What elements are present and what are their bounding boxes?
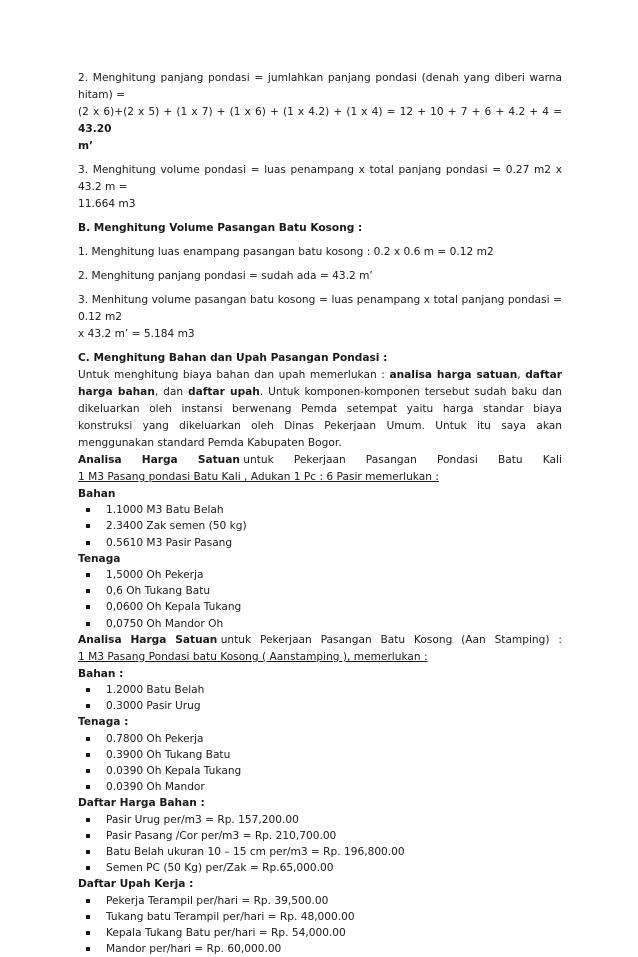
document-page	[78, 70, 562, 957]
heading-word: Kali	[542, 454, 562, 466]
tenaga-heading: Tenaga :	[78, 716, 129, 729]
heading-word: Analisa	[78, 633, 122, 646]
list-item: Pekerja Terampil per/hari = Rp. 39,500.00	[78, 893, 562, 909]
paragraph-panjang-pondasi	[78, 70, 562, 155]
daftar-harga-heading: Daftar Harga Bahan :	[78, 797, 205, 810]
list-item: 2.3400 Zak semen (50 kg)	[78, 518, 562, 534]
heading-word: Pekerjaan	[259, 633, 312, 646]
heading-word-group	[198, 452, 274, 469]
text-line: 3. Menhitung volume pasangan batu kosong = luas penampang x total panjang pondasi = 0.12 m2	[78, 294, 562, 323]
heading-word: Batu	[498, 454, 523, 466]
text-line: x 43.2 m’ = 5.184 m3	[78, 328, 195, 340]
heading-word: Pondasi	[436, 454, 478, 466]
heading-word: Harga	[141, 454, 178, 466]
daftar-upah-list	[78, 893, 562, 957]
list-item: Mandor per/hari = Rp. 60,000.00	[78, 941, 562, 957]
list-item: Pasir Pasang /Cor per/m3 = Rp. 210,700.00	[78, 828, 562, 844]
text-line: (2 x 6)+(2 x 5) + (1 x 7) + (1 x 6) + (1 x 4.2) + (1 x 4) = 12 + 10 + 7 + 6 + 4.2 + 4 =	[78, 106, 562, 118]
list-item: 0.0390 Oh Kepala Tukang	[78, 763, 562, 779]
text-line: 11.664 m3	[78, 198, 136, 210]
paragraph-intro-c	[78, 367, 562, 452]
paragraph-volume-batu-kosong	[78, 292, 562, 343]
text-run: Untuk menghitung biaya bahan dan upah memerlukan :	[78, 369, 390, 381]
daftar-upah-heading: Daftar Upah Kerja :	[78, 878, 194, 891]
list-item: 0.3900 Oh Tukang Batu	[78, 747, 562, 763]
list-item: 0,0750 Oh Mandor Oh	[78, 616, 562, 632]
list-item: Semen PC (50 Kg) per/Zak = Rp.65,000.00	[78, 860, 562, 876]
heading-word: :	[558, 633, 562, 646]
paragraph-panjang-ada: 2. Menghitung panjang pondasi = sudah ada = 43.2 m’	[78, 270, 373, 282]
heading-word: Harga	[130, 633, 167, 646]
tenaga-list	[78, 567, 562, 632]
daftar-harga-list	[78, 812, 562, 877]
bold-term: analisa harga satuan	[389, 369, 518, 381]
analisa-heading-batu-kosong	[78, 632, 562, 649]
analisa-subheading-batu-kali: 1 M3 Pasang pondasi Batu Kali , Adukan 1 Pc : 6 Pasir memerlukan :	[78, 471, 439, 483]
heading-word: Pasangan	[320, 633, 372, 646]
heading-word: Kosong	[413, 633, 453, 646]
bahan-heading: Bahan :	[78, 667, 124, 680]
bahan-heading: Bahan	[78, 488, 116, 500]
list-item: 0,6 Oh Tukang Batu	[78, 583, 562, 599]
heading-word-group	[175, 632, 251, 649]
list-item: 1,5000 Oh Pekerja	[78, 567, 562, 583]
list-item: 1.1000 M3 Batu Belah	[78, 502, 562, 518]
tenaga-list	[78, 731, 562, 796]
list-item: Batu Belah ukuran 10 – 15 cm per/m3 = Rp. 196,800.00	[78, 844, 562, 860]
text-run: ,	[517, 369, 526, 381]
text-line: 3. Menghitung volume pondasi = luas penampang x total panjang pondasi = 0.27 m2 x 43.2 m =	[78, 164, 562, 193]
heading-word: Satuan	[175, 633, 218, 646]
list-item: 0,0600 Oh Kepala Tukang	[78, 599, 562, 615]
list-item: 0.5610 M3 Pasir Pasang	[78, 535, 562, 551]
text-run: , dan	[154, 386, 189, 398]
section-heading-c: C. Menghitung Bahan dan Upah Pasangan Pondasi :	[78, 352, 388, 364]
result-value: 43.20	[78, 123, 112, 135]
section-heading-b: B. Menghitung Volume Pasangan Batu Kosong :	[78, 222, 363, 234]
heading-word: Analisa	[78, 454, 122, 466]
text-run: . Untuk komponen-komponen tersebut sudah baku dan dikeluarkan oleh instansi berwenang Pemda setempat yaitu harga standar biaya konstruksi yang dikeluarkan oleh Dinas Pekerjaan Umum. Untuk itu saya akan menggunakan standard Pemda Kabupaten Bogor.	[78, 386, 562, 449]
analisa-subheading-batu-kosong: 1 M3 Pasang Pondasi batu Kosong ( Aanstamping ), memerlukan :	[78, 650, 428, 663]
heading-word: Stamping)	[494, 633, 550, 646]
heading-word: untuk	[220, 633, 252, 646]
list-item: Tukang batu Terampil per/hari = Rp. 48,000.00	[78, 909, 562, 925]
list-item: 1.2000 Batu Belah	[78, 682, 562, 698]
paragraph-volume-pondasi	[78, 162, 562, 213]
paragraph-luas-penampang: 1. Menghitung luas enampang pasangan batu kosong : 0.2 x 0.6 m = 0.12 m2	[78, 246, 494, 258]
heading-word: Pekerjaan	[293, 454, 346, 466]
list-item: 0.0390 Oh Mandor	[78, 779, 562, 795]
list-item: Kepala Tukang Batu per/hari = Rp. 54,000.00	[78, 925, 562, 941]
list-item: 0.7800 Oh Pekerja	[78, 731, 562, 747]
heading-word: Batu	[380, 633, 406, 646]
heading-word: Satuan	[197, 454, 240, 466]
list-item: 0.3000 Pasir Urug	[78, 698, 562, 714]
heading-word: (Aan	[461, 633, 486, 646]
bahan-list	[78, 502, 562, 551]
bold-term: daftar harga bahan	[78, 369, 562, 398]
tenaga-heading: Tenaga	[78, 552, 121, 565]
list-item: Pasir Urug per/m3 = Rp. 157,200.00	[78, 812, 562, 828]
text-line: 2. Menghitung panjang pondasi = jumlahkan panjang pondasi (denah yang diberi warna hitam) =	[78, 72, 562, 101]
analisa-heading-batu-kali	[78, 452, 562, 469]
bahan-list	[78, 682, 562, 714]
heading-word: Pasangan	[365, 454, 417, 466]
heading-word: untuk	[243, 454, 274, 466]
result-unit: m’	[78, 140, 94, 152]
bold-term: daftar upah	[188, 386, 260, 398]
